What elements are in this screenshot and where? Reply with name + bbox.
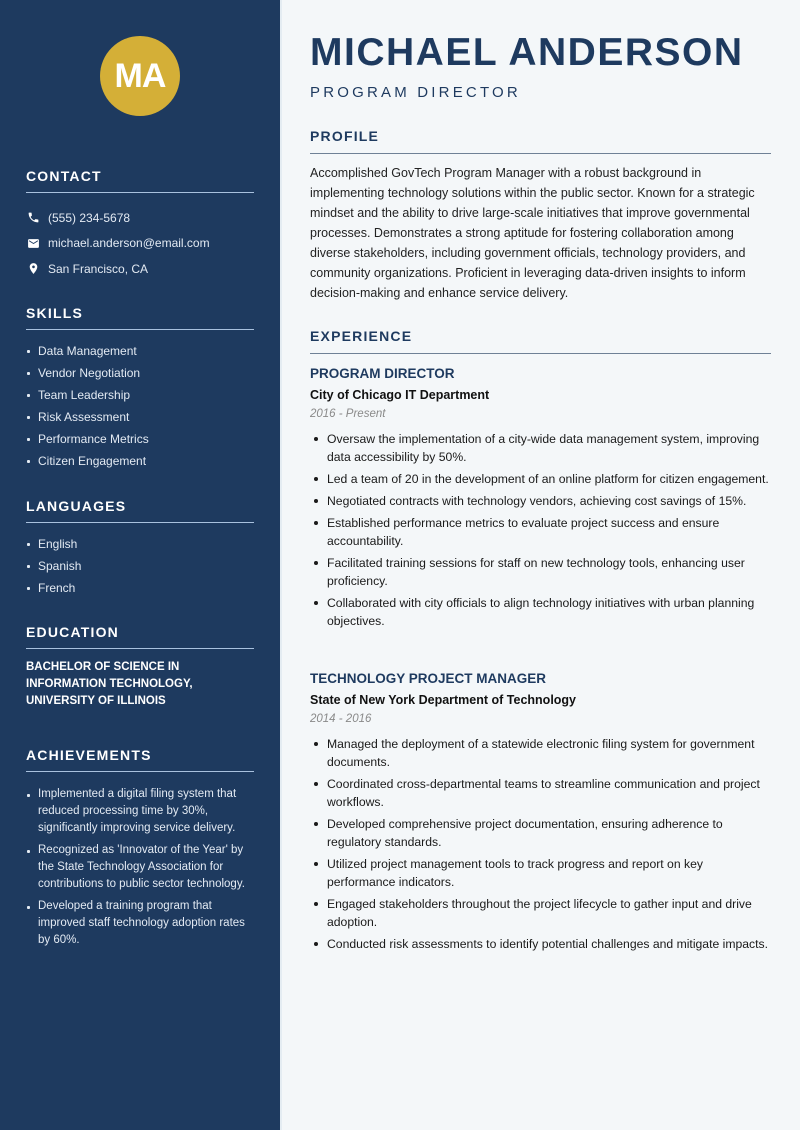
job-bullet: Engaged stakeholders throughout the project lifecycle to gather input and drive adoption. <box>310 895 771 931</box>
location-pin-icon <box>26 262 40 276</box>
achievements-heading: ACHIEVEMENTS <box>26 747 254 772</box>
language-item: Spanish <box>26 555 254 577</box>
candidate-name: MICHAEL ANDERSON <box>310 31 744 74</box>
achievement-item: Recognized as 'Innovator of the Year' by the State Technology Association for contributions to public sector technology. <box>26 842 254 893</box>
achievements-list <box>26 786 254 949</box>
education-section <box>26 624 254 710</box>
skills-section <box>26 305 254 472</box>
languages-list <box>26 533 254 599</box>
skills-list <box>26 340 254 472</box>
job-company: State of New York Department of Technology <box>310 693 577 707</box>
phone-text[interactable]: (555) 234-5678 <box>48 210 131 225</box>
profile-text: Accomplished GovTech Program Manager with a robust background in implementing technology solutions within the public sector. Known for a strategic mindset and the ability to drive large-scale initiatives that improve governmental processes. Demonstrates a strong aptitude for fostering collaboration among diverse stakeholders, including government officials, technology providers, and community organizations. Proficient in leveraging data-driven insights to inform decision-making and enhance service delivery. <box>310 166 755 300</box>
language-item: English <box>26 533 254 555</box>
achievements-section <box>26 747 254 954</box>
job-company: City of Chicago IT Department <box>310 388 490 402</box>
languages-section <box>26 498 254 599</box>
job-entry <box>310 366 771 634</box>
job-bullets <box>310 430 771 630</box>
skill-item: Citizen Engagement <box>26 450 254 472</box>
profile-heading: PROFILE <box>310 128 771 154</box>
email-icon <box>26 236 40 250</box>
job-dates: 2014 - 2016 <box>310 713 372 725</box>
job-bullet: Oversaw the implementation of a city-wide data management system, improving data accessibility by 50%. <box>310 430 771 466</box>
job-bullet: Collaborated with city officials to align technology initiatives with urban planning objectives. <box>310 594 771 630</box>
contact-heading: CONTACT <box>26 168 254 193</box>
achievement-item: Implemented a digital filing system that reduced processing time by 30%, significantly improving service delivery. <box>26 786 254 837</box>
education-heading: EDUCATION <box>26 624 254 649</box>
education-line: BACHELOR OF SCIENCE IN <box>26 661 180 673</box>
job-title: TECHNOLOGY PROJECT MANAGER <box>310 671 547 686</box>
contact-location <box>26 256 254 282</box>
skill-item: Vendor Negotiation <box>26 362 254 384</box>
achievement-item: Developed a training program that improved staff technology adoption rates by 60%. <box>26 898 254 949</box>
skill-item: Data Management <box>26 340 254 362</box>
education-degree <box>26 659 254 710</box>
skill-item: Risk Assessment <box>26 406 254 428</box>
sidebar <box>0 0 280 1130</box>
education-line: UNIVERSITY OF ILLINOIS <box>26 695 166 707</box>
contact-phone <box>26 205 254 231</box>
education-line: INFORMATION TECHNOLOGY, <box>26 678 193 690</box>
skill-item: Team Leadership <box>26 384 254 406</box>
skill-item: Performance Metrics <box>26 428 254 450</box>
job-bullet: Negotiated contracts with technology vendors, achieving cost savings of 15%. <box>310 492 771 510</box>
language-item: French <box>26 577 254 599</box>
contact-list <box>26 205 254 282</box>
skills-heading: SKILLS <box>26 305 254 330</box>
job-bullet: Facilitated training sessions for staff on new technology tools, enhancing user proficiency. <box>310 554 771 590</box>
job-bullet: Coordinated cross-departmental teams to streamline communication and project workflows. <box>310 775 771 811</box>
experience-heading: EXPERIENCE <box>310 328 771 354</box>
job-dates: 2016 - Present <box>310 408 386 420</box>
job-bullet: Established performance metrics to evaluate project success and ensure accountability. <box>310 514 771 550</box>
contact-email <box>26 231 254 257</box>
job-bullet: Managed the deployment of a statewide electronic filing system for government documents. <box>310 735 771 771</box>
contact-section <box>26 168 254 282</box>
job-bullet: Developed comprehensive project documentation, ensuring adherence to regulatory standards. <box>310 815 771 851</box>
job-bullets <box>310 735 771 953</box>
avatar-initials: MA <box>114 56 166 95</box>
location-text: San Francisco, CA <box>48 261 149 276</box>
sidebar-divider <box>280 0 282 1130</box>
avatar <box>100 36 180 116</box>
languages-heading: LANGUAGES <box>26 498 254 523</box>
job-title: PROGRAM DIRECTOR <box>310 366 455 381</box>
job-bullet: Led a team of 20 in the development of an online platform for citizen engagement. <box>310 470 771 488</box>
job-entry <box>310 671 771 957</box>
phone-icon <box>26 211 40 225</box>
email-text[interactable]: michael.anderson@email.com <box>48 236 210 251</box>
job-bullet: Utilized project management tools to track progress and report on key performance indicators. <box>310 855 771 891</box>
candidate-role: PROGRAM DIRECTOR <box>310 84 521 101</box>
job-bullet: Conducted risk assessments to identify potential challenges and mitigate impacts. <box>310 935 771 953</box>
